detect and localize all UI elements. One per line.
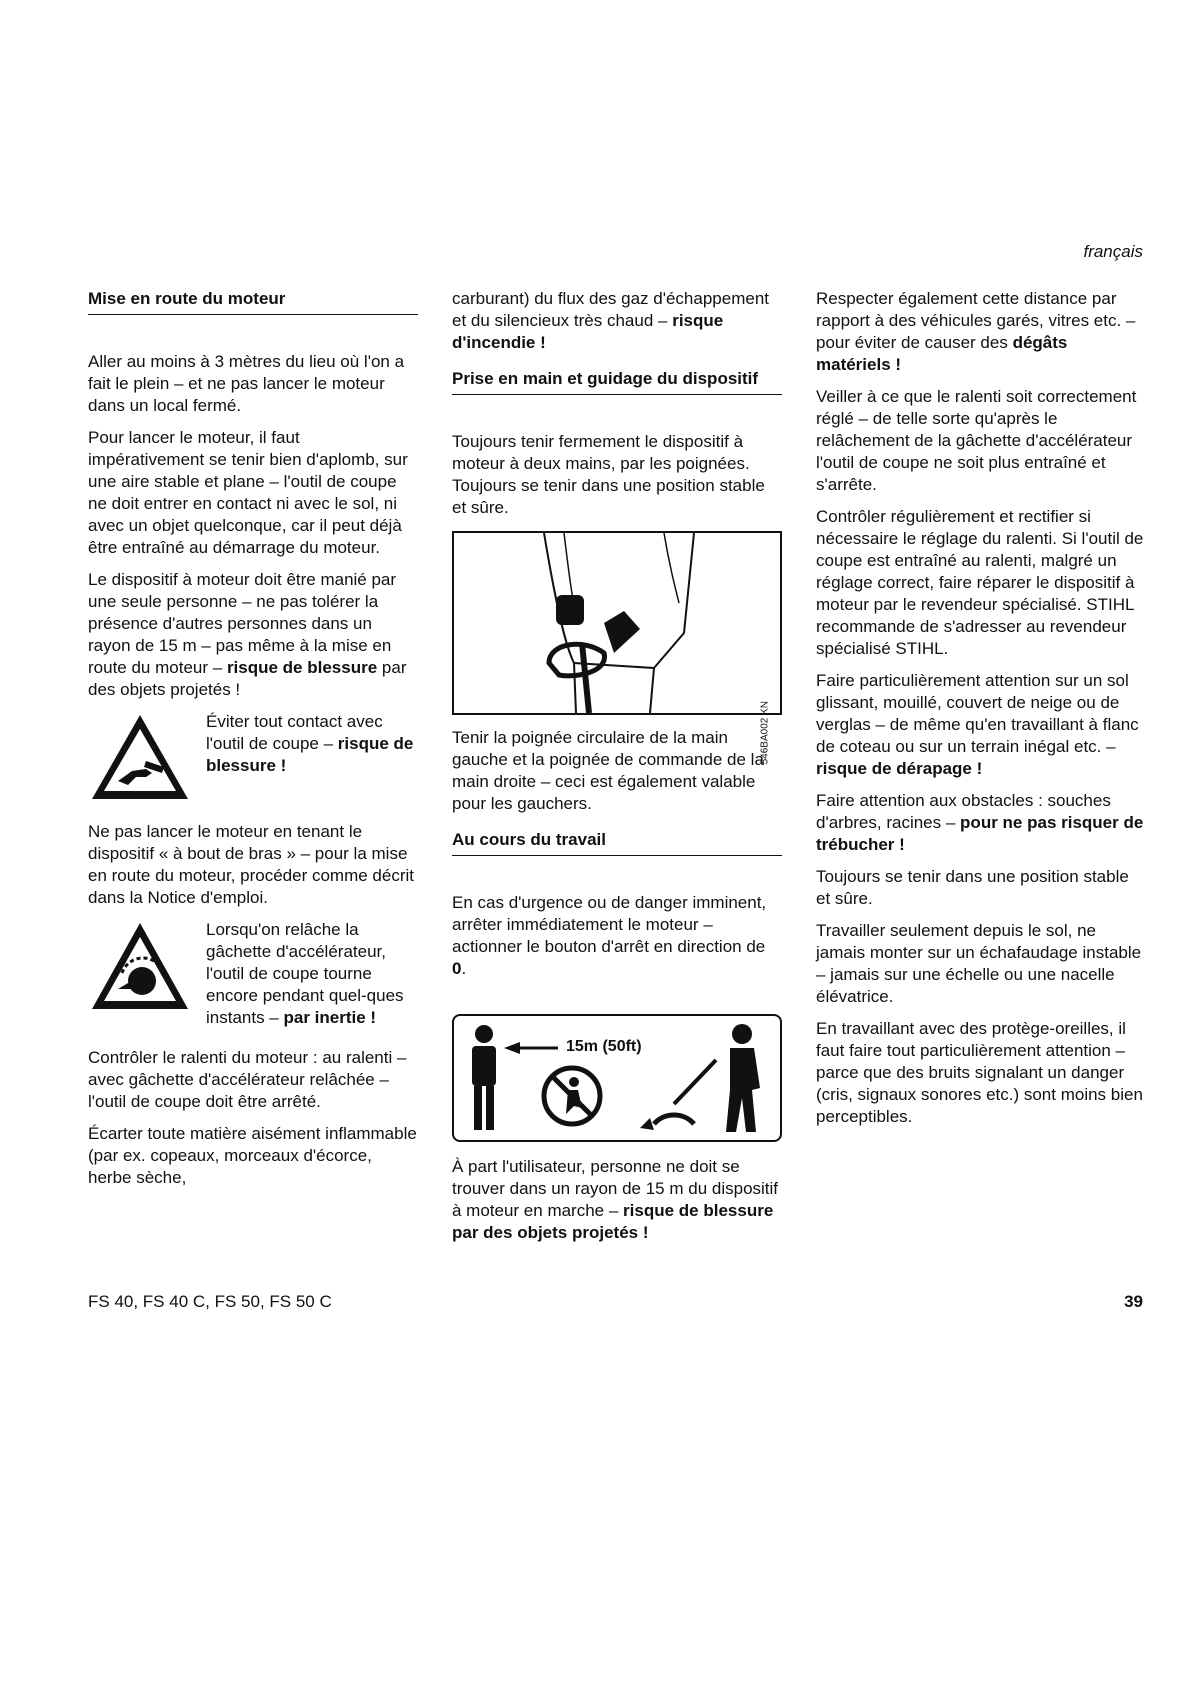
paragraph: Contrôler le ralenti du moteur : au ralenti – avec gâchette d'accélérateur relâchée – l'outil de coupe doit être arrêté. xyxy=(88,1048,407,1111)
warning-text: Éviter tout contact avec l'outil de coupe – risque de blessure ! xyxy=(206,712,414,775)
footer-models: FS 40, FS 40 C, FS 50, FS 50 C xyxy=(88,1292,332,1311)
paragraph: Le dispositif à moteur doit être manié par une seule personne – ne pas tolérer la présence d'autres personnes dans un rayon de 15 m – pas même à la mise en route du moteur – risque de blessure par des objets projetés ! xyxy=(88,570,407,699)
paragraph: carburant) du flux des gaz d'échappement et du silencieux très chaud – risque d'incendie ! xyxy=(452,289,769,352)
column-3 xyxy=(816,288,1146,1138)
column-2 xyxy=(452,288,782,1254)
paragraph: En travaillant avec des protège-oreilles, il faut faire tout particulièrement attention – parce que des bruits signalant un danger (cris, signaux sonores etc.) sont moins bien perceptibles. xyxy=(816,1019,1143,1126)
paragraph: Tenir la poignée circulaire de la main gauche et la poignée de commande de la main droite – ceci est également valable pour les gauchers. xyxy=(452,728,764,813)
warning-inertia xyxy=(88,919,418,1029)
language-label: français xyxy=(1083,242,1143,261)
operator-holding-device-illustration xyxy=(454,533,780,713)
page-number: 39 xyxy=(1124,1292,1143,1311)
paragraph: Toujours se tenir dans une position stable et sûre. xyxy=(816,867,1129,908)
paragraph: Ne pas lancer le moteur en tenant le dispositif « à bout de bras » – pour la mise en route du moteur, procéder comme décrit dans la Notice d'emploi. xyxy=(88,822,414,907)
hand-warning-icon xyxy=(88,711,192,803)
rotating-blade-warning-icon xyxy=(88,919,192,1015)
safety-distance-sign xyxy=(452,1014,782,1142)
distance-label: 15m (50ft) xyxy=(566,1038,642,1055)
paragraph: Aller au moins à 3 mètres du lieu où l'on a fait le plein – et ne pas lancer le moteur dans un local fermé. xyxy=(88,352,405,415)
heading-during-work: Au cours du travail xyxy=(452,829,782,856)
paragraph: Faire particulièrement attention sur un sol glissant, mouillé, couvert de neige ou de verglas – de même qu'en travaillant à flanc de coteau ou sur un terrain inégal etc. – risque de dérapage ! xyxy=(816,671,1139,778)
figure-holding-device xyxy=(452,531,782,765)
paragraph: Toujours tenir fermement le dispositif à moteur à deux mains, par les poignées. Toujours se tenir dans une position stable et sûre. xyxy=(452,432,765,517)
paragraph: Pour lancer le moteur, il faut impérativement se tenir bien d'aplomb, sur une aire stable et plane – l'outil de coupe ne doit entrer en contact ni avec le sol, ni avec un objet quelconque, car il peut déjà être entraîné au démarrage du moteur. xyxy=(88,428,408,557)
safety-distance-pictogram xyxy=(454,1016,780,1140)
paragraph: Travailler seulement depuis le sol, ne jamais monter sur un échafaudage instable – jamais sur une échelle ou une nacelle élévatrice. xyxy=(816,921,1142,1006)
paragraph: En cas d'urgence ou de danger imminent, arrêter immédiatement le moteur – actionner le bouton d'arrêt en direction de 0. xyxy=(452,893,767,978)
column-1 xyxy=(88,288,418,1199)
paragraph: Respecter également cette distance par rapport à des véhicules garés, vitres etc. – pour éviter de causer des dégâts matériels ! xyxy=(816,289,1136,374)
paragraph: Faire attention aux obstacles : souches d'arbres, racines – pour ne pas risquer de trébucher ! xyxy=(816,791,1144,854)
figure-code: 546BA002 KN xyxy=(759,701,770,765)
heading-handling: Prise en main et guidage du dispositif xyxy=(452,368,782,395)
warning-text: Lorsqu'on relâche la gâchette d'accélérateur, l'outil de coupe tourne encore pendant quel-ques instants – par inertie ! xyxy=(206,920,404,1027)
paragraph: Contrôler régulièrement et rectifier si nécessaire le réglage du ralenti. Si l'outil de coupe est entraîné au ralenti, malgré un réglage correct, faire réparer le dispositif à moteur par le revendeur spécialisé. STIHL recommande de s'adresser au revendeur spécialisé STIHL. xyxy=(816,507,1144,658)
warning-cutting-tool xyxy=(88,711,418,803)
paragraph: À part l'utilisateur, personne ne doit se trouver dans un rayon de 15 m du dispositif à moteur en marche – risque de blessure par des objets projetés ! xyxy=(452,1157,779,1242)
paragraph: Écarter toute matière aisément inflammable (par ex. copeaux, morceaux d'écorce, herbe sèche, xyxy=(88,1124,417,1187)
heading-engine-start: Mise en route du moteur xyxy=(88,288,418,315)
paragraph: Veiller à ce que le ralenti soit correctement réglé – de telle sorte qu'après le relâchement de la gâchette d'accélérateur l'outil de coupe ne soit plus entraîné et s'arrête. xyxy=(816,387,1137,494)
